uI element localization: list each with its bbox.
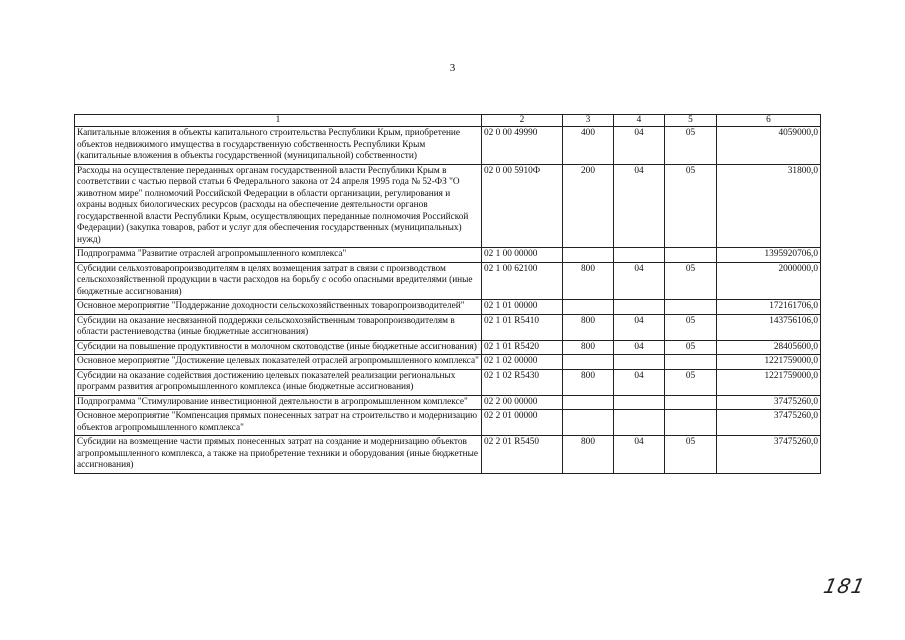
- table-row: [75, 248, 821, 263]
- page-number: 3: [449, 62, 456, 74]
- budget-code-cell: 02 1 01 R5410: [482, 314, 563, 340]
- expense-type-cell: 800: [563, 314, 614, 340]
- section-cell: 04: [614, 340, 665, 355]
- table-row: [75, 127, 821, 165]
- section-cell: [614, 395, 665, 410]
- header-cell: 1: [75, 115, 482, 127]
- item-name-cell: Капитальные вложения в объекты капитального строительства Республики Крым, приобретение объектов недвижимого имущества в государственную собственность Республики Крым (капитальные вложения в объекты государственной (муниципальной) собственности): [75, 127, 482, 165]
- budget-code-cell: 02 0 00 49990: [482, 127, 563, 165]
- table-body: [75, 127, 821, 474]
- item-name-cell: Подпрограмма "Развитие отраслей агропромышленного комплекса": [75, 248, 482, 263]
- expense-type-cell: [563, 410, 614, 436]
- subsection-cell: 05: [665, 127, 717, 165]
- section-cell: [614, 300, 665, 315]
- amount-cell: 143756106,0: [717, 314, 821, 340]
- item-name-cell: Субсидии сельхозтоваропроизводителям в целях возмещения затрат в связи с производством сельскохозяйственной продукции в части расходов на борьбу с особо опасными вредителями (иные бюджетные ассигнования): [75, 262, 482, 300]
- budget-code-cell: 02 1 01 R5420: [482, 340, 563, 355]
- budget-code-cell: 02 1 02 00000: [482, 355, 563, 370]
- section-cell: [614, 355, 665, 370]
- table-row: [75, 300, 821, 315]
- subsection-cell: 05: [665, 262, 717, 300]
- item-name-cell: Основное мероприятие "Достижение целевых показателей отраслей агропромышленного комплекса": [75, 355, 482, 370]
- expense-type-cell: [563, 300, 614, 315]
- budget-code-cell: 02 1 02 R5430: [482, 369, 563, 395]
- subsection-cell: [665, 410, 717, 436]
- table-row: [75, 314, 821, 340]
- amount-cell: 2000000,0: [717, 262, 821, 300]
- amount-cell: 1395920706,0: [717, 248, 821, 263]
- amount-cell: 172161706,0: [717, 300, 821, 315]
- amount-cell: 31800,0: [717, 164, 821, 248]
- budget-table: [74, 114, 821, 474]
- budget-code-cell: 02 1 01 00000: [482, 300, 563, 315]
- section-cell: 04: [614, 314, 665, 340]
- section-cell: 04: [614, 127, 665, 165]
- section-cell: 04: [614, 164, 665, 248]
- subsection-cell: 05: [665, 340, 717, 355]
- table-row: [75, 164, 821, 248]
- item-name-cell: Основное мероприятие "Компенсация прямых понесенных затрат на строительство и модернизацию объектов агропромышленного комплекса": [75, 410, 482, 436]
- amount-cell: 4059000,0: [717, 127, 821, 165]
- subsection-cell: 05: [665, 436, 717, 474]
- item-name-cell: Подпрограмма "Стимулирование инвестиционной деятельности в агропромышленном комплексе": [75, 395, 482, 410]
- expense-type-cell: 800: [563, 262, 614, 300]
- item-name-cell: Основное мероприятие "Поддержание доходности сельскохозяйственных товаропроизводителей": [75, 300, 482, 315]
- item-name-cell: Субсидии на оказание содействия достижению целевых показателей реализации региональных программ развития агропромышленного комплекса (иные бюджетные ассигнования): [75, 369, 482, 395]
- table-row: [75, 355, 821, 370]
- subsection-cell: 05: [665, 314, 717, 340]
- table-row: [75, 262, 821, 300]
- budget-code-cell: 02 2 00 00000: [482, 395, 563, 410]
- budget-code-cell: 02 1 00 00000: [482, 248, 563, 263]
- expense-type-cell: 800: [563, 369, 614, 395]
- section-cell: [614, 248, 665, 263]
- expense-type-cell: 200: [563, 164, 614, 248]
- subsection-cell: 05: [665, 164, 717, 248]
- section-cell: 04: [614, 436, 665, 474]
- table-row: [75, 436, 821, 474]
- section-cell: 04: [614, 369, 665, 395]
- subsection-cell: [665, 300, 717, 315]
- header-cell: 5: [665, 115, 717, 127]
- item-name-cell: Расходы на осуществление переданных органам государственной власти Республики Крым в соответствии с частью первой статьи 6 Федерального закона от 24 апреля 1995 года № 52-ФЗ "О животном мире" полномочий Российской Федерации в области организации, регулирования и охраны водных биологических ресурсов (расходы на обеспечение деятельности органов государственной власти Республики Крым, осуществляющих переданные полномочия Российской Федерации) (закупка товаров, работ и услуг для обеспечения государственных (муниципальных) нужд): [75, 164, 482, 248]
- table-row: [75, 340, 821, 355]
- amount-cell: 37475260,0: [717, 410, 821, 436]
- section-cell: [614, 410, 665, 436]
- subsection-cell: 05: [665, 369, 717, 395]
- table-row: [75, 410, 821, 436]
- item-name-cell: Субсидии на возмещение части прямых понесенных затрат на создание и модернизацию объектов агропромышленного комплекса, а также на приобретение техники и оборудования (иные бюджетные ассигнования): [75, 436, 482, 474]
- header-cell: 2: [482, 115, 563, 127]
- item-name-cell: Субсидии на оказание несвязанной поддержки сельскохозяйственным товаропроизводителям в области растениеводства (иные бюджетные ассигнования): [75, 314, 482, 340]
- handwritten-page-mark: 181: [821, 574, 868, 598]
- item-name-cell: Субсидии на повышение продуктивности в молочном скотоводстве (иные бюджетные ассигнования): [75, 340, 482, 355]
- amount-cell: 1221759000,0: [717, 355, 821, 370]
- amount-cell: 1221759000,0: [717, 369, 821, 395]
- expense-type-cell: [563, 395, 614, 410]
- budget-code-cell: 02 2 01 R5450: [482, 436, 563, 474]
- budget-code-cell: 02 2 01 00000: [482, 410, 563, 436]
- budget-code-cell: 02 0 00 5910Ф: [482, 164, 563, 248]
- expense-type-cell: 800: [563, 436, 614, 474]
- amount-cell: 28405600,0: [717, 340, 821, 355]
- expense-type-cell: [563, 355, 614, 370]
- expense-type-cell: 800: [563, 340, 614, 355]
- section-cell: 04: [614, 262, 665, 300]
- table-row: [75, 395, 821, 410]
- header-cell: 6: [717, 115, 821, 127]
- expense-type-cell: 400: [563, 127, 614, 165]
- table-header-row: [75, 115, 821, 127]
- subsection-cell: [665, 355, 717, 370]
- subsection-cell: [665, 248, 717, 263]
- table-row: [75, 369, 821, 395]
- expense-type-cell: [563, 248, 614, 263]
- budget-code-cell: 02 1 00 62100: [482, 262, 563, 300]
- subsection-cell: [665, 395, 717, 410]
- amount-cell: 37475260,0: [717, 436, 821, 474]
- header-cell: 3: [563, 115, 614, 127]
- amount-cell: 37475260,0: [717, 395, 821, 410]
- header-cell: 4: [614, 115, 665, 127]
